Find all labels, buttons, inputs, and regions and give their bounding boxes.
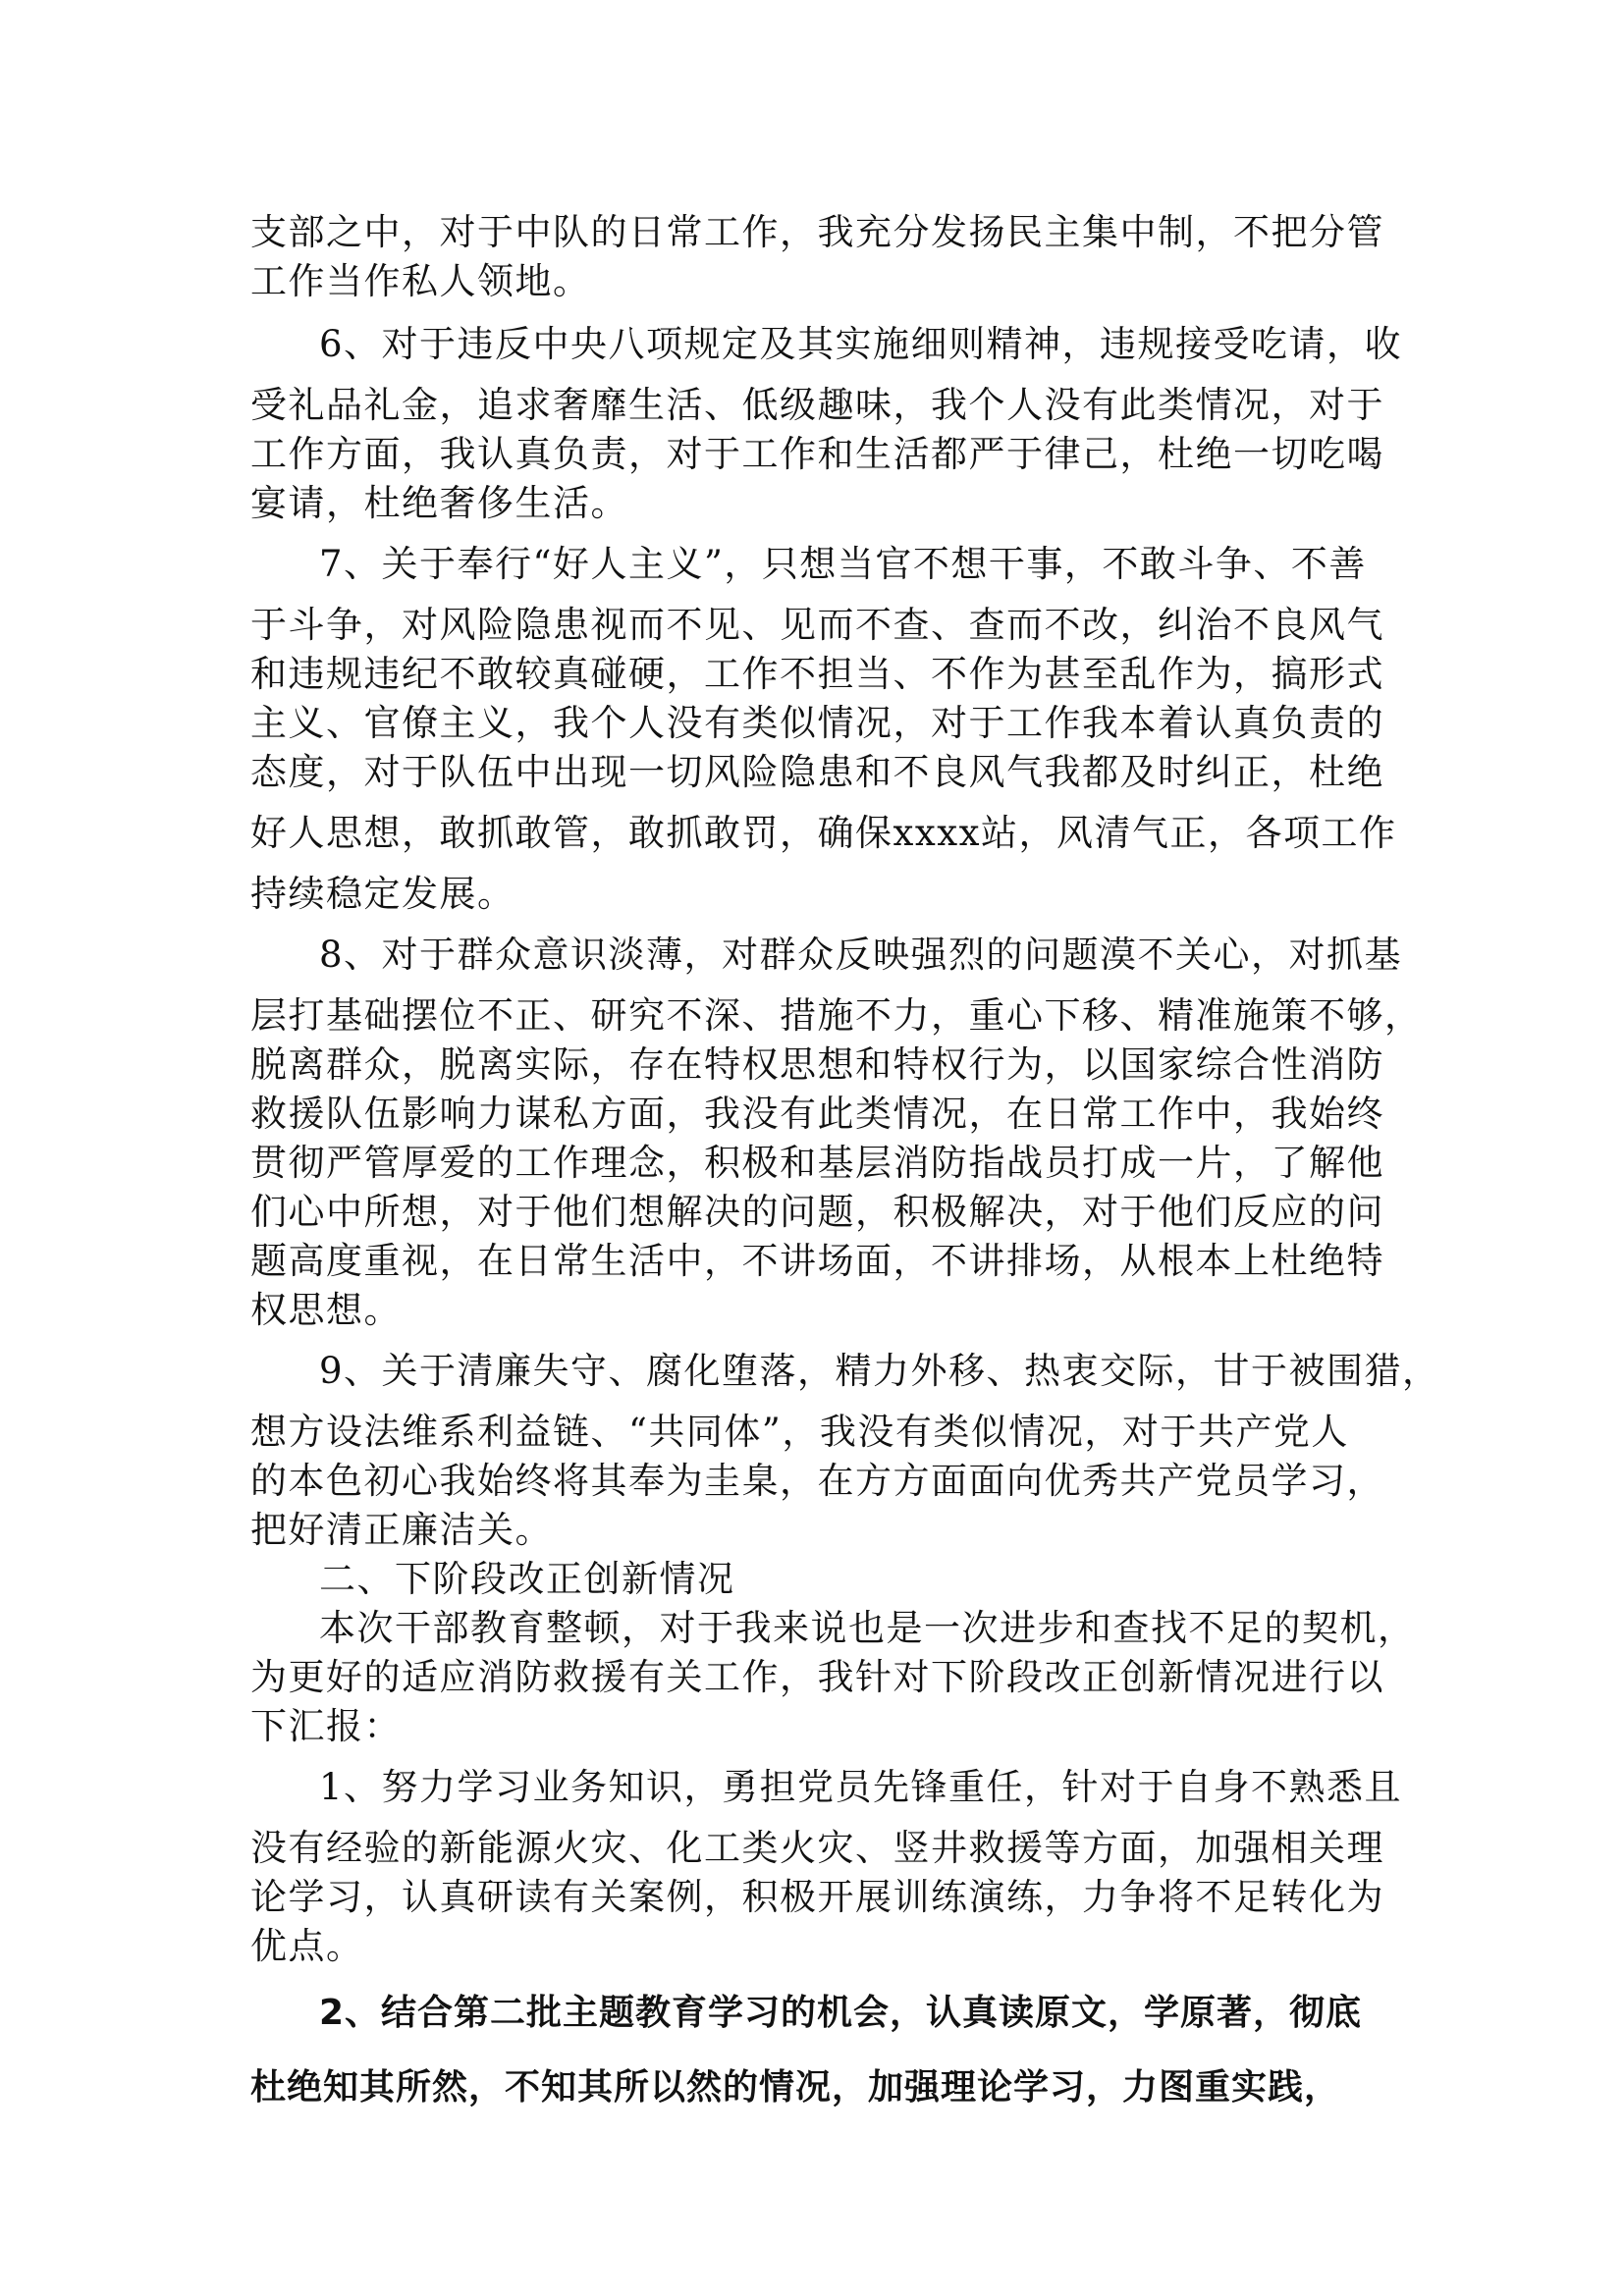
text-line: 没有经验的新能源火灾、化工类火灾、竖井救援等方面，加强相关理 — [250, 1827, 1384, 1869]
text-line: 下汇报： — [250, 1705, 402, 1747]
text-line: 把好清正廉洁关。 — [250, 1509, 553, 1551]
text-line: 和违规违纪不敢较真碰硬，工作不担当、不作为甚至乱作为，搞形式 — [250, 653, 1384, 695]
item-1-start: 1、努力学习业务知识，勇担党员先锋重任，针对于自身不熟悉且 — [319, 1766, 1403, 1808]
item-2-start: 2、结合第二批主题教育学习的机会，认真读原文，学原著，彻底 — [319, 1993, 1363, 2033]
text-line: 的本色初心我始终将其奉为圭臬，在方方面面向优秀共产党员学习， — [250, 1460, 1384, 1502]
text-line: 受礼品礼金，追求奢靡生活、低级趣味，我个人没有此类情况，对于 — [250, 384, 1384, 426]
text-line: 工作当作私人领地。 — [250, 260, 591, 302]
text-line: 权思想。 — [250, 1289, 402, 1331]
text-line: 于斗争，对风险隐患视而不见、见而不查、查而不改，纠治不良风气 — [250, 604, 1384, 646]
paragraph-7-start: 7、关于奉行“好人主义”，只想当官不想干事，不敢斗争、不善 — [319, 543, 1367, 585]
text-line: 工作方面，我认真负责，对于工作和生活都严于律己，杜绝一切吃喝 — [250, 433, 1384, 475]
text-line: 论学习，认真研读有关案例，积极开展训练演练，力争将不足转化为 — [250, 1876, 1384, 1918]
text-line: 支部之中，对于中队的日常工作，我充分发扬民主集中制，不把分管 — [250, 211, 1384, 253]
text-line: 脱离群众，脱离实际，存在特权思想和特权行为，以国家综合性消防 — [250, 1043, 1384, 1086]
paragraph-6-start: 6、对于违反中央八项规定及其实施细则精神，违规接受吃请，收 — [319, 323, 1403, 365]
text-line: 为更好的适应消防救援有关工作，我针对下阶段改正创新情况进行以 — [250, 1656, 1384, 1698]
text-line: 想方设法维系利益链、“共同体”，我没有类似情况，对于共产党人 — [250, 1411, 1349, 1453]
text-line: 宴请，杜绝奢侈生活。 — [250, 482, 628, 524]
text-line: 主义、官僚主义，我个人没有类似情况，对于工作我本着认真负责的 — [250, 702, 1384, 744]
text-line: 贯彻严管厚爱的工作理念，积极和基层消防指战员打成一片，了解他 — [250, 1142, 1384, 1184]
section-intro-start: 本次干部教育整顿，对于我来说也是一次进步和查找不足的契机， — [319, 1607, 1416, 1649]
text-line: 层打基础摆位不正、研究不深、措施不力，重心下移、精准施策不够， — [250, 994, 1423, 1037]
text-line: 优点。 — [250, 1925, 364, 1967]
text-line: 持续稳定发展。 — [250, 873, 515, 915]
section-heading: 二、下阶段改正创新情况 — [319, 1558, 735, 1600]
text-line: 题高度重视，在日常生活中，不讲场面，不讲排场，从根本上杜绝特 — [250, 1240, 1384, 1282]
paragraph-9-start: 9、关于清廉失守、腐化堕落，精力外移、热衷交际，甘于被围猎， — [319, 1350, 1440, 1392]
text-line: 态度，对于队伍中出现一切风险隐患和不良风气我都及时纠正，杜绝 — [250, 751, 1384, 793]
text-line: 救援队伍影响力谋私方面，我没有此类情况，在日常工作中，我始终 — [250, 1093, 1384, 1135]
text-line: 们心中所想，对于他们想解决的问题，积极解决，对于他们反应的问 — [250, 1191, 1384, 1233]
text-line: 好人思想，敢抓敢管，敢抓敢罚，确保xxxx站，风清气正，各项工作 — [250, 812, 1397, 854]
text-line: 杜绝知其所然，不知其所以然的情况，加强理论学习，力图重实践， — [250, 2067, 1341, 2108]
paragraph-8-start: 8、对于群众意识淡薄，对群众反映强烈的问题漠不关心，对抓基 — [319, 934, 1403, 976]
